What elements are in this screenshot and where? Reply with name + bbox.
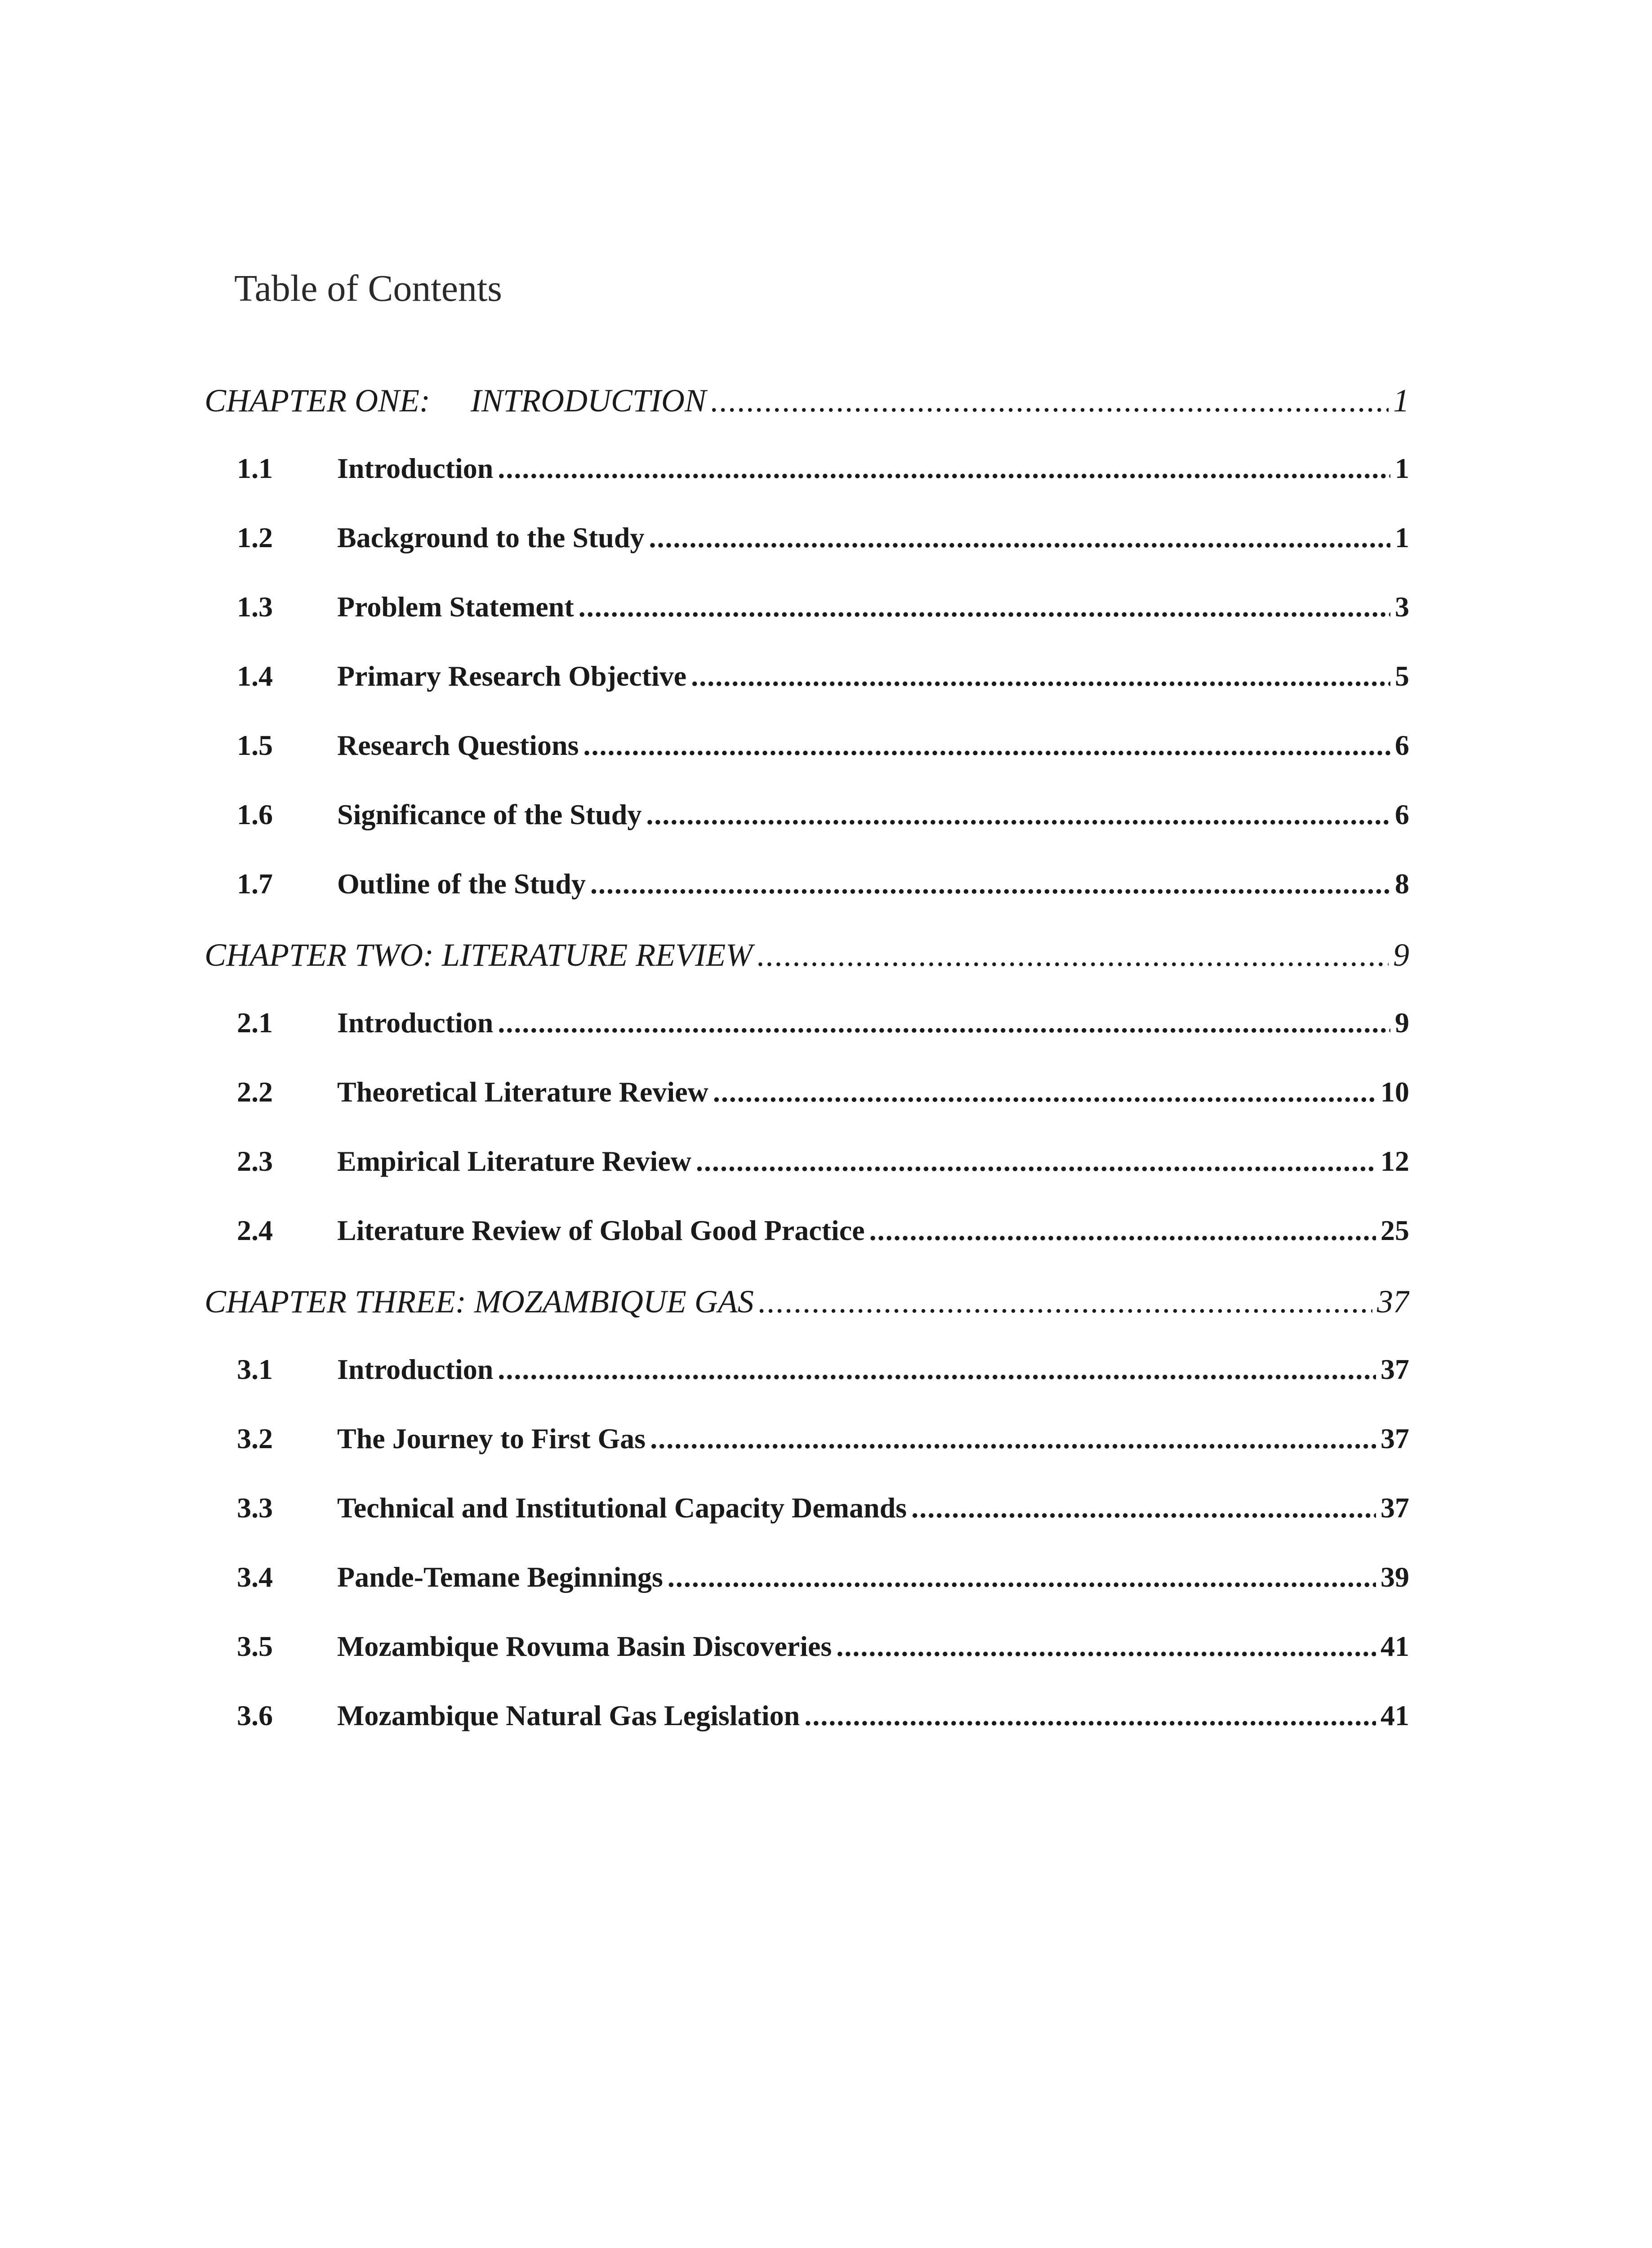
section-title: Introduction <box>337 452 494 484</box>
section-title: Outline of the Study <box>337 868 586 900</box>
section-number: 3.4 <box>237 1561 273 1593</box>
section-page-number: 37 <box>1380 1492 1409 1524</box>
section-number: 3.6 <box>237 1699 273 1731</box>
dot-leader <box>498 1353 1376 1386</box>
section-title: Problem Statement <box>337 591 574 623</box>
section-title: Mozambique Natural Gas Legislation <box>337 1699 800 1731</box>
section-page-number: 39 <box>1380 1561 1409 1593</box>
dot-leader <box>649 521 1390 554</box>
section-page-number: 41 <box>1380 1699 1409 1731</box>
section-page-number: 3 <box>1395 591 1409 623</box>
section-number: 2.3 <box>237 1145 273 1177</box>
toc-chapter-entry[interactable] <box>205 937 1409 1006</box>
section-title: Theoretical Literature Review <box>337 1076 708 1108</box>
toc-section-entry[interactable] <box>205 798 1409 867</box>
section-page-number: 37 <box>1380 1353 1409 1385</box>
section-title: Significance of the Study <box>337 798 642 830</box>
chapter-page-number: 37 <box>1377 1284 1409 1320</box>
dot-leader <box>758 1283 1372 1320</box>
toc-heading: Table of Contents <box>234 268 502 309</box>
toc-list <box>205 382 1409 1768</box>
dot-leader <box>804 1699 1376 1732</box>
toc-section-entry[interactable] <box>205 1491 1409 1561</box>
toc-section-entry[interactable] <box>205 1145 1409 1214</box>
chapter-title: CHAPTER THREE: MOZAMBIQUE GAS <box>205 1284 754 1320</box>
toc-section-entry[interactable] <box>205 1699 1409 1768</box>
section-number: 3.5 <box>237 1630 273 1662</box>
toc-section-entry[interactable] <box>205 1075 1409 1145</box>
dot-leader <box>590 867 1390 901</box>
dot-leader <box>583 729 1390 762</box>
toc-section-entry[interactable] <box>205 1006 1409 1075</box>
section-page-number: 1 <box>1395 452 1409 484</box>
section-title: Introduction <box>337 1007 494 1039</box>
section-title: Mozambique Rovuma Basin Discoveries <box>337 1630 832 1662</box>
section-number: 2.2 <box>237 1076 273 1108</box>
section-number: 2.1 <box>237 1007 273 1039</box>
section-title: Pande-Temane Beginnings <box>337 1561 663 1593</box>
toc-section-entry[interactable] <box>205 867 1409 937</box>
section-number: 1.3 <box>237 591 273 623</box>
toc-chapter-entry[interactable] <box>205 382 1409 452</box>
dot-leader <box>711 382 1389 419</box>
toc-section-entry[interactable] <box>205 590 1409 660</box>
toc-section-entry[interactable] <box>205 1422 1409 1491</box>
dot-leader <box>713 1075 1376 1109</box>
section-page-number: 6 <box>1395 729 1409 761</box>
section-page-number: 12 <box>1380 1145 1409 1177</box>
toc-section-entry[interactable] <box>205 660 1409 729</box>
section-title: Research Questions <box>337 729 579 761</box>
section-page-number: 6 <box>1395 798 1409 830</box>
section-page-number: 10 <box>1380 1076 1409 1108</box>
dot-leader <box>498 452 1390 485</box>
section-number: 1.2 <box>237 522 273 553</box>
dot-leader <box>691 660 1390 693</box>
toc-section-entry[interactable] <box>205 1630 1409 1699</box>
toc-section-entry[interactable] <box>205 1353 1409 1422</box>
section-page-number: 41 <box>1380 1630 1409 1662</box>
dot-leader <box>757 937 1389 974</box>
section-page-number: 8 <box>1395 868 1409 900</box>
section-title: Introduction <box>337 1353 494 1385</box>
section-title: Empirical Literature Review <box>337 1145 691 1177</box>
dot-leader <box>498 1006 1390 1039</box>
section-title: Technical and Institutional Capacity Demands <box>337 1492 907 1524</box>
section-number: 1.7 <box>237 868 273 900</box>
section-page-number: 1 <box>1395 522 1409 553</box>
section-number: 1.5 <box>237 729 273 761</box>
dot-leader <box>579 590 1390 624</box>
section-number: 3.1 <box>237 1353 273 1385</box>
section-number: 1.1 <box>237 452 273 484</box>
section-title: The Journey to First Gas <box>337 1423 646 1454</box>
section-page-number: 9 <box>1395 1007 1409 1039</box>
toc-section-entry[interactable] <box>205 1214 1409 1283</box>
section-number: 3.3 <box>237 1492 273 1524</box>
dot-leader <box>668 1561 1376 1594</box>
section-number: 1.6 <box>237 798 273 830</box>
section-page-number: 5 <box>1395 660 1409 692</box>
chapter-title: CHAPTER ONE: INTRODUCTION <box>205 383 707 419</box>
dot-leader <box>650 1422 1376 1455</box>
toc-chapter-entry[interactable] <box>205 1283 1409 1353</box>
dot-leader <box>869 1214 1376 1247</box>
section-number: 3.2 <box>237 1423 273 1454</box>
section-number: 1.4 <box>237 660 273 692</box>
dot-leader <box>646 798 1390 831</box>
section-page-number: 25 <box>1380 1214 1409 1246</box>
toc-section-entry[interactable] <box>205 1561 1409 1630</box>
toc-section-entry[interactable] <box>205 729 1409 798</box>
section-title: Background to the Study <box>337 522 645 553</box>
dot-leader <box>836 1630 1376 1663</box>
chapter-page-number: 9 <box>1393 937 1409 973</box>
section-title: Literature Review of Global Good Practice <box>337 1214 865 1246</box>
section-page-number: 37 <box>1380 1423 1409 1454</box>
toc-section-entry[interactable] <box>205 521 1409 590</box>
dot-leader <box>911 1491 1376 1525</box>
dot-leader <box>696 1145 1376 1178</box>
toc-section-entry[interactable] <box>205 452 1409 521</box>
chapter-title: CHAPTER TWO: LITERATURE REVIEW <box>205 937 753 973</box>
section-number: 2.4 <box>237 1214 273 1246</box>
chapter-page-number: 1 <box>1393 383 1409 419</box>
section-title: Primary Research Objective <box>337 660 687 692</box>
